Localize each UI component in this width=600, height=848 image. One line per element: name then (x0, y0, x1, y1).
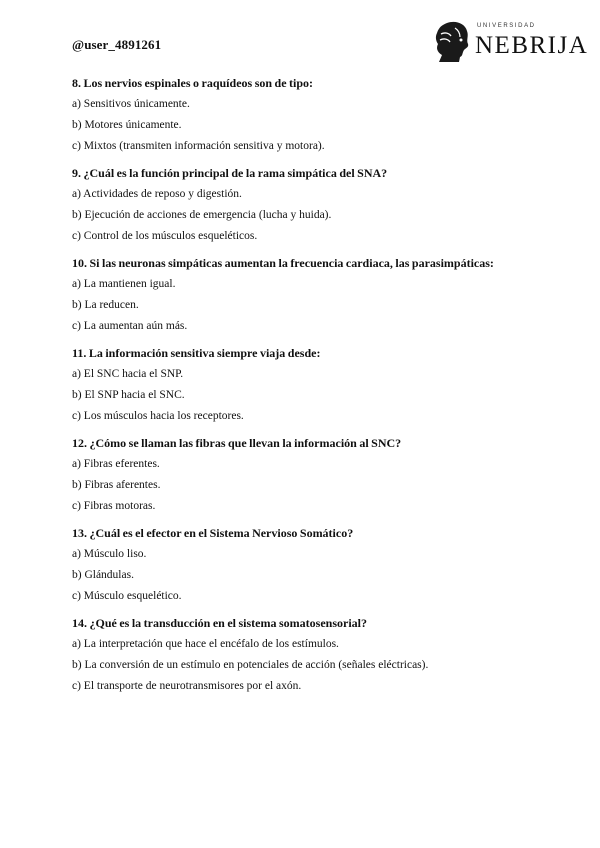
logo-name: NEBRIJA (475, 32, 589, 59)
option-a: a) La interpretación que hace el encéfalo de los estímulos. (72, 638, 339, 650)
question-title: 11. La información sensitiva siempre viaja desde: (72, 346, 321, 360)
option-b: b) La reducen. (72, 299, 139, 311)
university-logo (433, 20, 589, 62)
question-title: 13. ¿Cuál es el efector en el Sistema Nervioso Somático? (72, 526, 354, 540)
header-username: @user_4891261 (72, 37, 162, 52)
question-13 (72, 526, 552, 603)
option-b: b) Fibras aferentes. (72, 479, 161, 491)
question-title: 8. Los nervios espinales o raquídeos son de tipo: (72, 76, 314, 90)
question-9 (72, 166, 552, 243)
option-b: b) Glándulas. (72, 569, 134, 581)
profile-head-icon (433, 20, 473, 62)
option-c: c) Control de los músculos esqueléticos. (72, 230, 258, 242)
option-c: c) Músculo esquelético. (72, 590, 182, 602)
question-title: 12. ¿Cómo se llaman las fibras que llevan la información al SNC? (72, 436, 402, 450)
question-list (72, 76, 552, 706)
option-a: a) Músculo liso. (72, 548, 147, 560)
option-a: a) El SNC hacia el SNP. (72, 368, 184, 380)
option-b: b) La conversión de un estímulo en potenciales de acción (señales eléctricas). (72, 659, 429, 671)
option-c: c) Mixtos (transmiten información sensitiva y motora). (72, 140, 325, 152)
option-a: a) Actividades de reposo y digestión. (72, 188, 242, 200)
question-14 (72, 616, 552, 693)
option-c: c) Los músculos hacia los receptores. (72, 410, 244, 422)
question-title: 14. ¿Qué es la transducción en el sistema somatosensorial? (72, 616, 367, 630)
question-11 (72, 346, 552, 423)
option-a: a) Fibras eferentes. (72, 458, 160, 470)
question-title: 9. ¿Cuál es la función principal de la rama simpática del SNA? (72, 166, 388, 180)
option-a: a) Sensitivos únicamente. (72, 98, 190, 110)
option-b: b) El SNP hacia el SNC. (72, 389, 185, 401)
option-c: c) La aumentan aún más. (72, 320, 188, 332)
logo-subtitle: UNIVERSIDAD (477, 23, 536, 29)
question-12 (72, 436, 552, 513)
question-10 (72, 256, 552, 333)
question-title: 10. Si las neuronas simpáticas aumentan la frecuencia cardiaca, las parasimpáticas: (72, 256, 494, 270)
option-b: b) Ejecución de acciones de emergencia (lucha y huida). (72, 209, 332, 221)
option-c: c) El transporte de neurotransmisores por el axón. (72, 680, 302, 692)
option-b: b) Motores únicamente. (72, 119, 182, 131)
question-8 (72, 76, 552, 153)
option-c: c) Fibras motoras. (72, 500, 156, 512)
option-a: a) La mantienen igual. (72, 278, 176, 290)
